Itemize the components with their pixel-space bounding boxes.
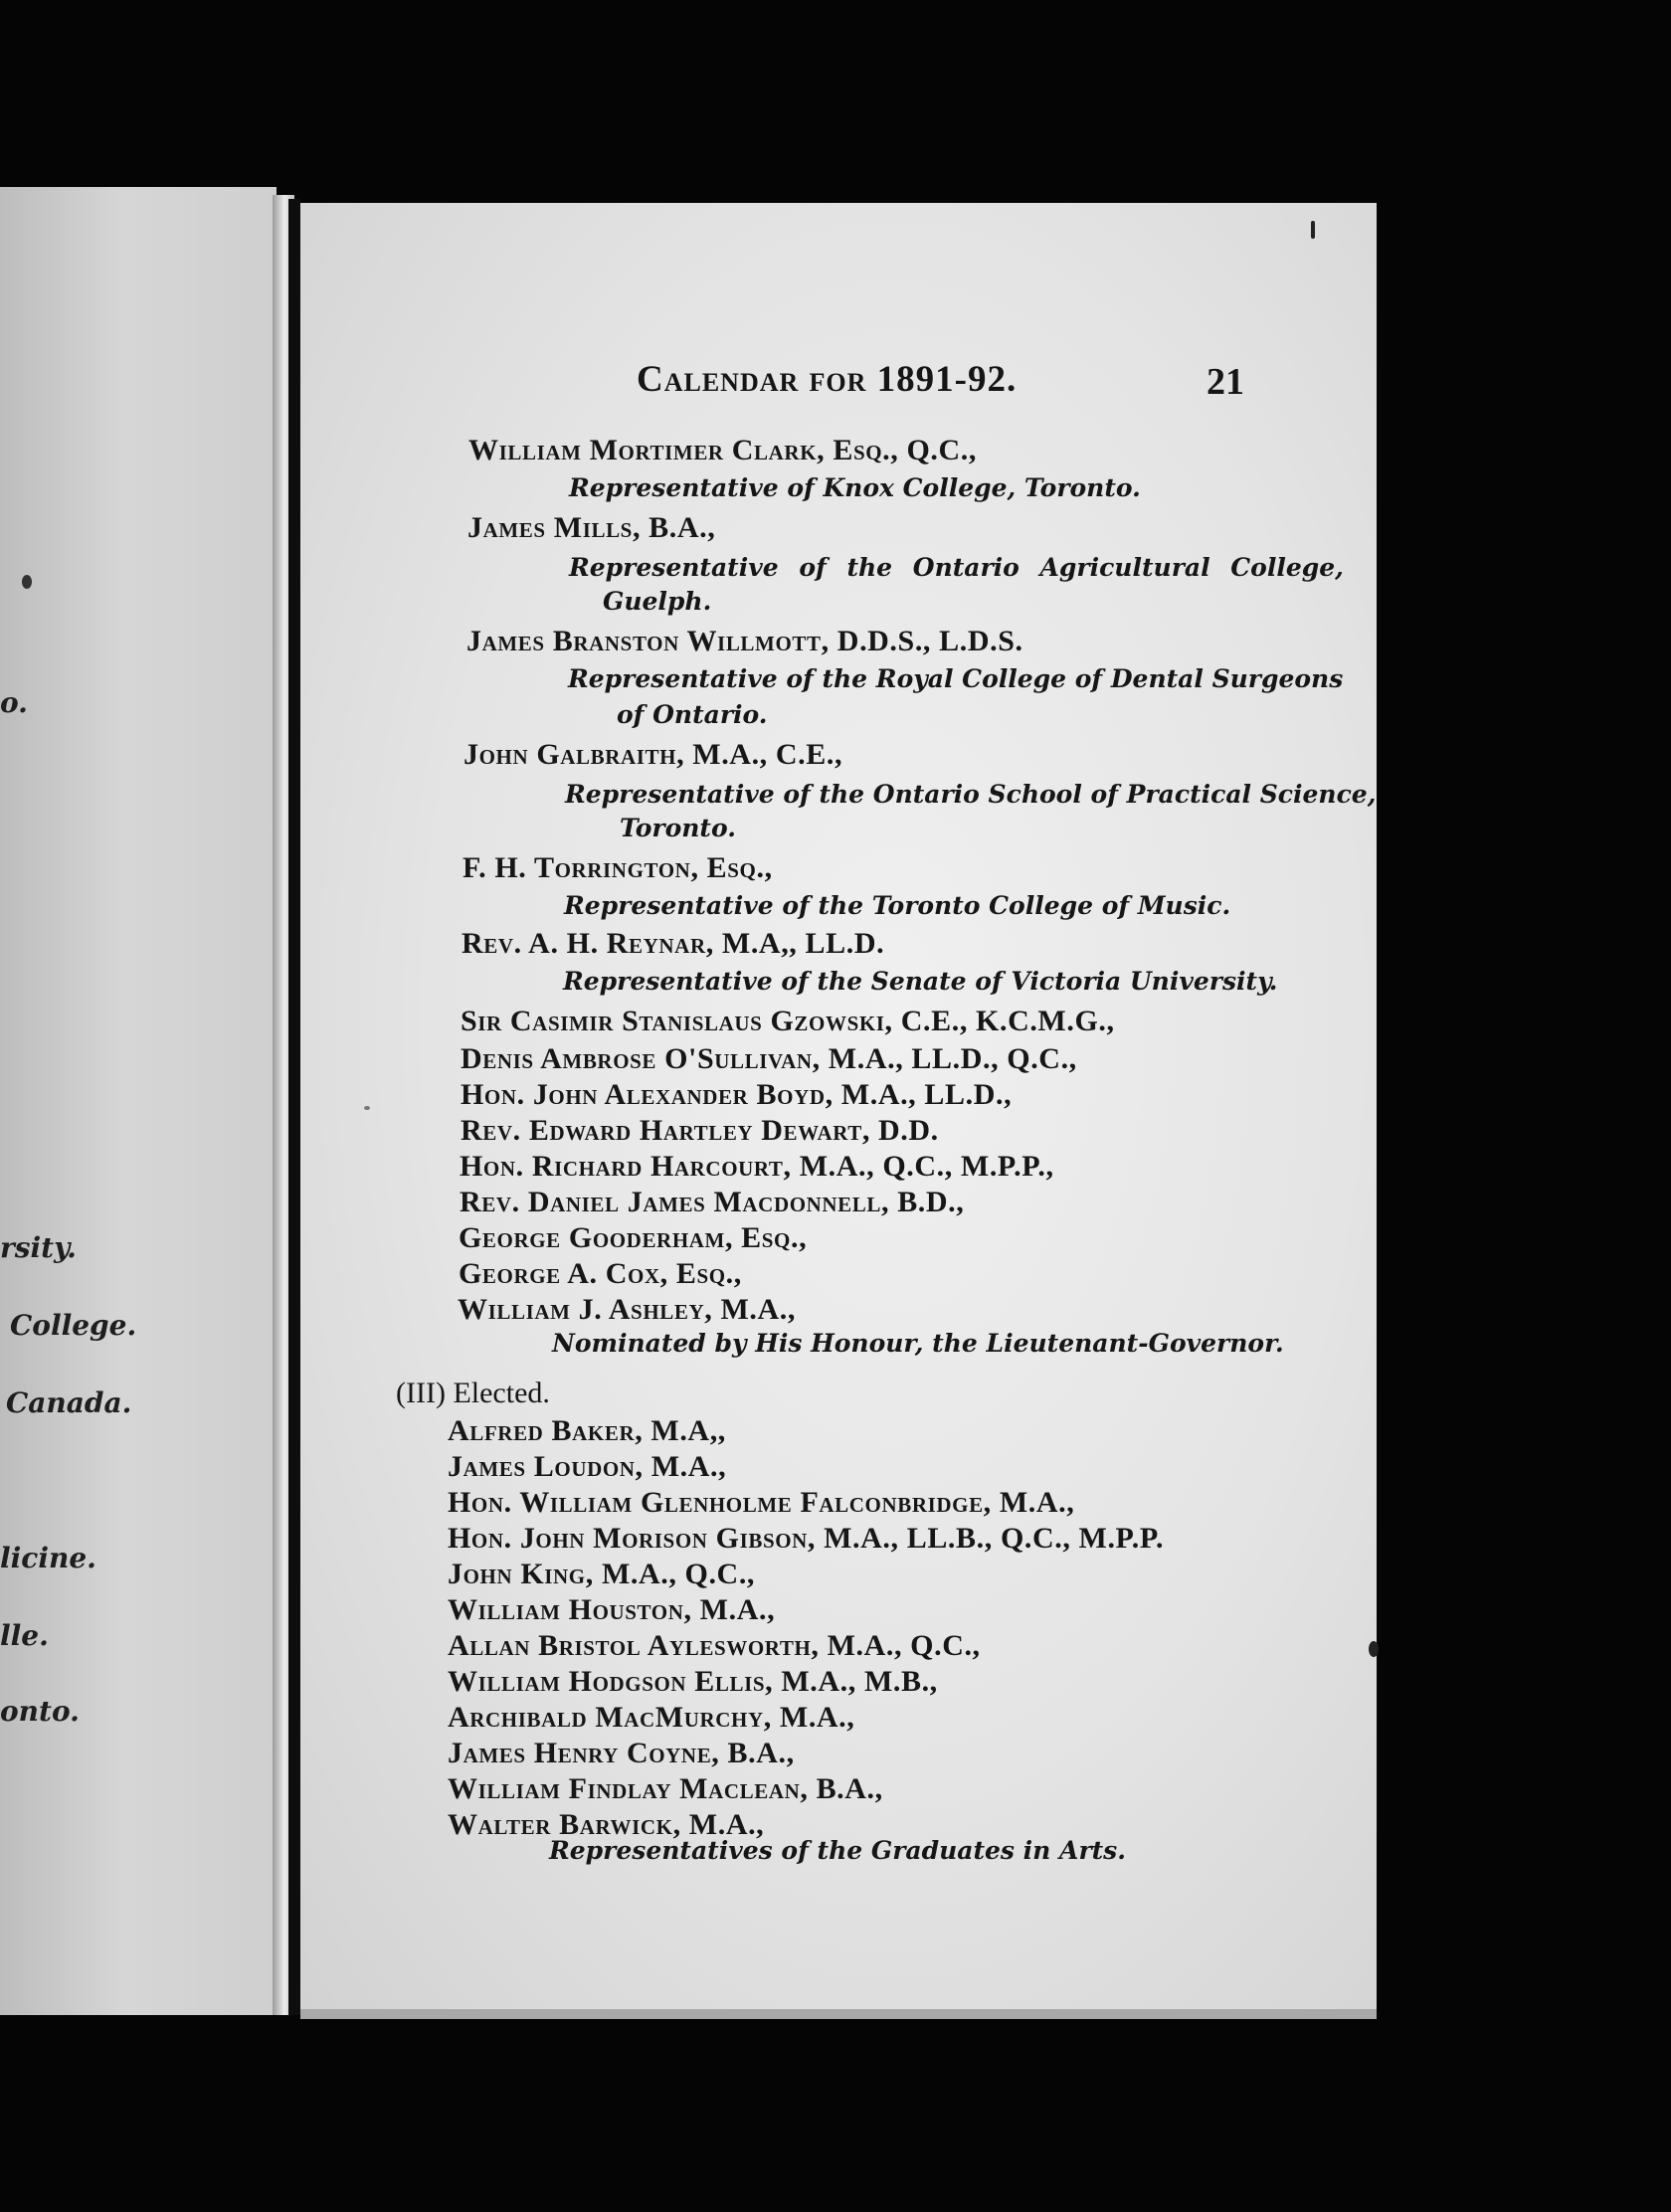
scan-mark: [1311, 221, 1315, 239]
entry-name: William Mortimer Clark, Esq., Q.C.,: [468, 434, 977, 466]
page-number: 21: [1207, 361, 1244, 403]
entry-name: James Loudon, M.A.,: [448, 1450, 727, 1483]
entry-representative: Toronto.: [620, 814, 736, 842]
entry-name: Sir Casimir Stanislaus Gzowski, C.E., K.C.M.G.,: [461, 1005, 1115, 1037]
left-fragment: Canada.: [6, 1386, 132, 1419]
entry-name: James Branston Willmott, D.D.S., L.D.S.: [466, 625, 1023, 657]
entry-name: George Gooderham, Esq.,: [459, 1221, 808, 1254]
entry-name: William J. Ashley, M.A.,: [458, 1293, 796, 1326]
entry-name: James Mills, B.A.,: [467, 511, 716, 544]
scan-mark: [364, 1106, 370, 1110]
entry-name: John King, M.A., Q.C.,: [448, 1558, 756, 1590]
entry-representative: Nominated by His Honour, the Lieutenant-Governor.: [552, 1329, 1284, 1358]
entry-name: Alfred Baker, M.A,,: [448, 1414, 726, 1447]
scan-mark: [22, 575, 32, 589]
entry-representative: of Ontario.: [617, 700, 768, 729]
entry-representative: Representative of the Toronto College of Music.: [564, 891, 1231, 920]
entry-representative: Representative of the Senate of Victoria University.: [563, 967, 1278, 996]
entry-name: William Houston, M.A.,: [448, 1593, 776, 1626]
entry-name: James Henry Coyne, B.A.,: [448, 1737, 795, 1769]
entry-name: Rev. Edward Hartley Dewart, D.D.: [461, 1114, 939, 1147]
left-fragment: rsity.: [0, 1231, 77, 1264]
entry-name: Hon. John Morison Gibson, M.A., LL.B., Q.C., M.P.P.: [448, 1522, 1165, 1555]
entry-name: Denis Ambrose O'Sullivan, M.A., LL.D., Q.C.,: [461, 1042, 1077, 1075]
left-fragment: College.: [10, 1309, 137, 1342]
entry-name: William Findlay Maclean, B.A.,: [448, 1772, 883, 1805]
left-fragment: licine.: [0, 1542, 96, 1574]
entry-representative: Representative of the Ontario School of Practical Science,: [565, 780, 1377, 809]
entry-representative: Representative of the Ontario Agricultural College,: [569, 553, 1344, 582]
entry-name: Hon. John Alexander Boyd, M.A., LL.D.,: [461, 1078, 1013, 1111]
previous-page: [0, 187, 277, 2015]
gutter-shadow-line: [288, 199, 300, 2015]
entry-name: John Galbraith, M.A., C.E.,: [464, 738, 843, 771]
entry-name: Rev. Daniel James Macdonnell, B.D.,: [460, 1186, 965, 1218]
entry-name: William Hodgson Ellis, M.A., M.B.,: [448, 1665, 938, 1698]
page-edge: [300, 2009, 1377, 2019]
left-fragment: o.: [0, 686, 28, 719]
entry-name: Walter Barwick, M.A.,: [448, 1808, 765, 1841]
entry-name: George A. Cox, Esq.,: [459, 1257, 742, 1290]
left-fragment: onto.: [0, 1695, 80, 1728]
left-fragment: lle.: [0, 1619, 49, 1652]
scan-mark: [1369, 1641, 1379, 1657]
entry-representative: Representative of the Royal College of Dental Surgeons: [568, 664, 1344, 693]
entry-representative: Representative of Knox College, Toronto.: [569, 473, 1141, 502]
section-heading: (III) Elected.: [396, 1377, 550, 1409]
running-header: Calendar for 1891-92.: [637, 359, 1018, 400]
entry-name: Hon. William Glenholme Falconbridge, M.A.,: [448, 1486, 1075, 1519]
entry-name: Archibald MacMurchy, M.A.,: [448, 1701, 855, 1734]
entry-name: F. H. Torrington, Esq.,: [463, 851, 773, 884]
entry-name: Hon. Richard Harcourt, M.A., Q.C., M.P.P.,: [460, 1150, 1054, 1183]
entry-name: Rev. A. H. Reynar, M.A,, LL.D.: [462, 927, 885, 960]
entry-representative: Representatives of the Graduates in Arts.: [549, 1836, 1126, 1865]
entry-name: Allan Bristol Aylesworth, M.A., Q.C.,: [448, 1629, 981, 1662]
entry-representative: Guelph.: [603, 587, 712, 616]
